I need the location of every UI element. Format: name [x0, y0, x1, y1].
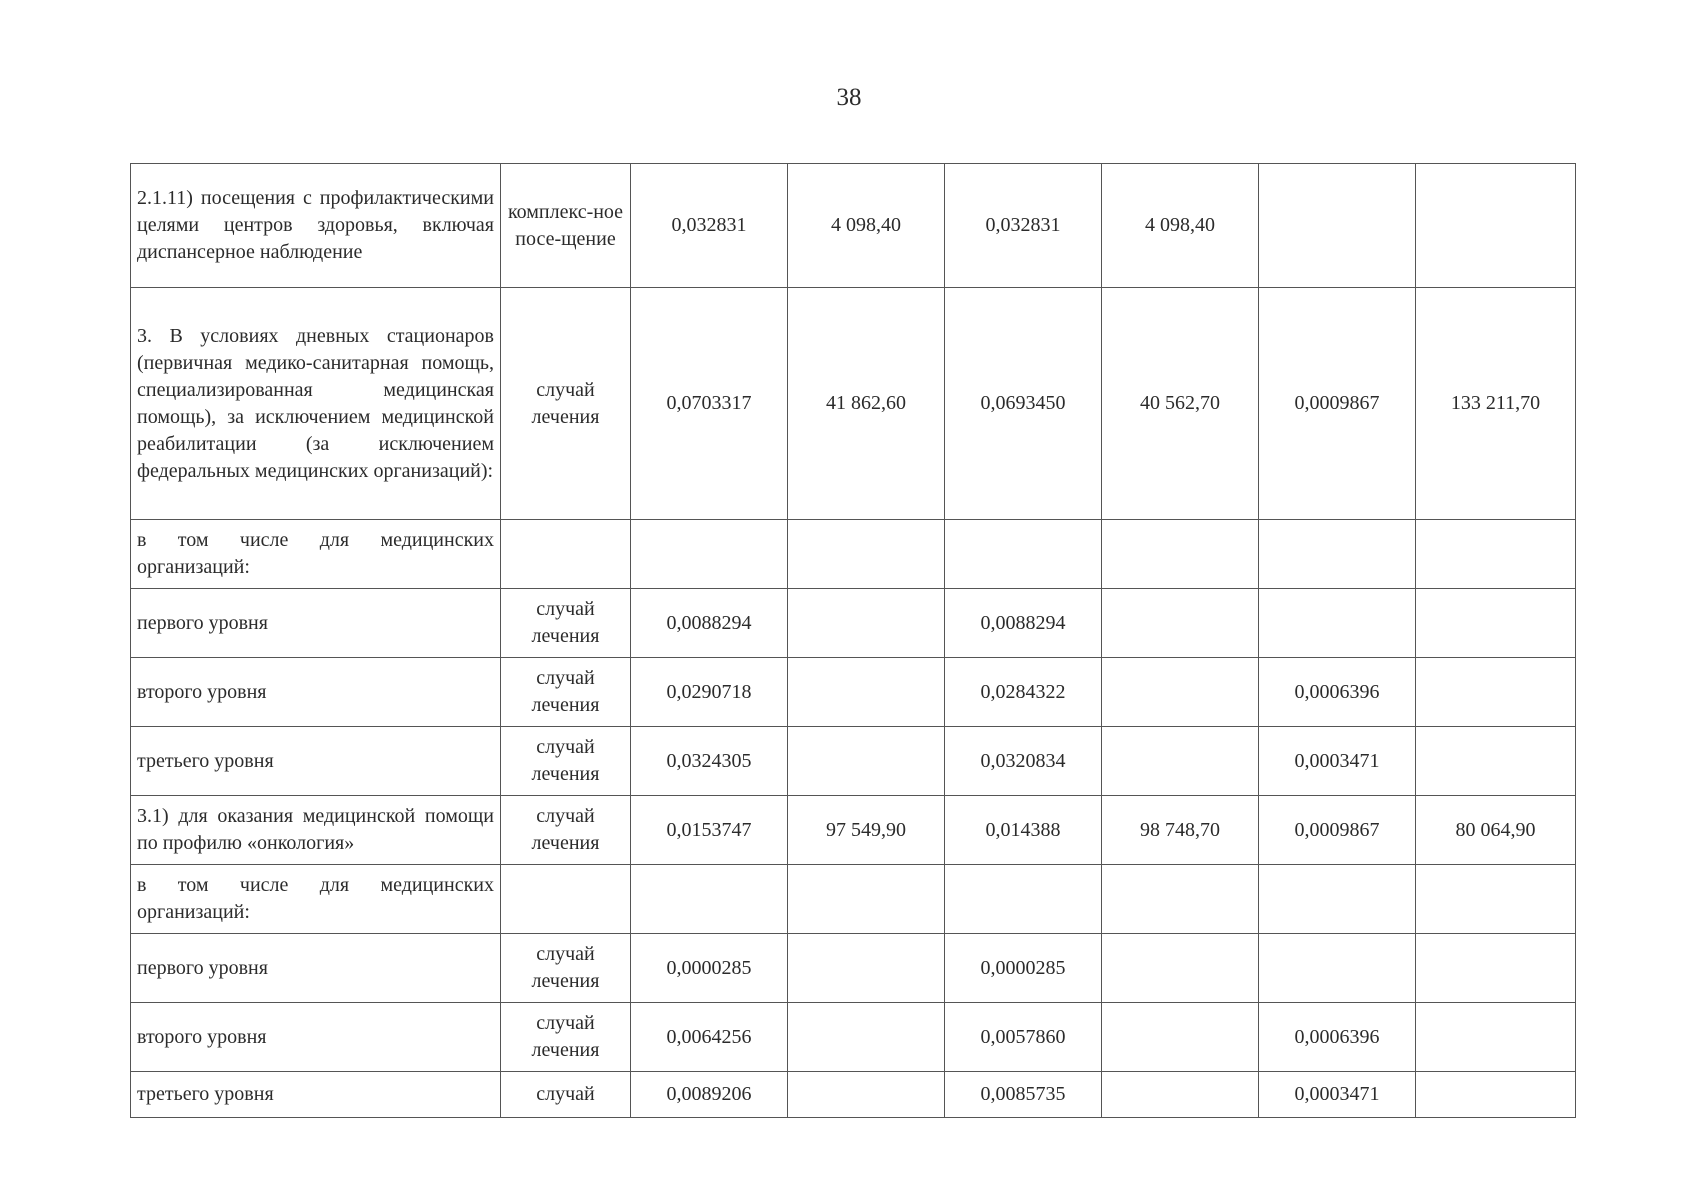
row-value-1	[631, 520, 788, 589]
table-row	[131, 1003, 1576, 1072]
table-row	[131, 865, 1576, 934]
row-value-1	[631, 865, 788, 934]
row-value-2: 97 549,90	[788, 796, 945, 865]
row-unit: случай лечения	[501, 658, 631, 727]
row-value-3: 0,0284322	[945, 658, 1102, 727]
row-value-2	[788, 727, 945, 796]
row-value-1: 0,0000285	[631, 934, 788, 1003]
row-description: первого уровня	[131, 934, 501, 1003]
row-description: в том числе для медицинских организаций:	[131, 520, 501, 589]
row-value-3: 0,0693450	[945, 288, 1102, 520]
row-value-5	[1259, 520, 1416, 589]
row-value-2	[788, 1072, 945, 1118]
row-value-2	[788, 589, 945, 658]
row-description: третьего уровня	[131, 727, 501, 796]
row-value-4	[1102, 1072, 1259, 1118]
row-value-6	[1416, 727, 1576, 796]
row-value-3: 0,0320834	[945, 727, 1102, 796]
row-value-1: 0,0088294	[631, 589, 788, 658]
row-value-4	[1102, 589, 1259, 658]
table-row	[131, 727, 1576, 796]
row-value-5	[1259, 589, 1416, 658]
row-value-6: 133 211,70	[1416, 288, 1576, 520]
row-value-5	[1259, 865, 1416, 934]
row-value-3: 0,032831	[945, 164, 1102, 288]
row-value-3: 0,0000285	[945, 934, 1102, 1003]
row-value-5: 0,0009867	[1259, 796, 1416, 865]
row-value-6	[1416, 164, 1576, 288]
row-value-2	[788, 865, 945, 934]
row-unit	[501, 520, 631, 589]
row-value-3	[945, 520, 1102, 589]
row-value-4	[1102, 520, 1259, 589]
row-unit: комплекс-ное посе-щение	[501, 164, 631, 288]
row-value-2	[788, 658, 945, 727]
row-value-5: 0,0003471	[1259, 1072, 1416, 1118]
row-value-6	[1416, 865, 1576, 934]
row-value-3: 0,014388	[945, 796, 1102, 865]
row-value-2: 4 098,40	[788, 164, 945, 288]
row-value-6	[1416, 658, 1576, 727]
row-unit: случай лечения	[501, 1003, 631, 1072]
row-unit: случай лечения	[501, 934, 631, 1003]
row-value-3: 0,0085735	[945, 1072, 1102, 1118]
row-value-6: 80 064,90	[1416, 796, 1576, 865]
table-row	[131, 288, 1576, 520]
row-value-2	[788, 934, 945, 1003]
row-value-4	[1102, 934, 1259, 1003]
table-row	[131, 796, 1576, 865]
page-number: 38	[836, 84, 862, 111]
table-row	[131, 934, 1576, 1003]
table-row	[131, 658, 1576, 727]
row-value-4: 98 748,70	[1102, 796, 1259, 865]
row-description: 2.1.11) посещения с профилактическими целями центров здоровья, включая диспансерное наблюдение	[131, 164, 501, 288]
table-row	[131, 589, 1576, 658]
table-row	[131, 1072, 1576, 1118]
row-description: третьего уровня	[131, 1072, 501, 1118]
row-description: второго уровня	[131, 658, 501, 727]
row-description: 3. В условиях дневных стационаров (первичная медико-санитарная помощь, специализированная медицинская помощь), за исключением медицинской реабилитации (за исключением федеральных медицинских организаций):	[131, 288, 501, 520]
row-value-6	[1416, 1003, 1576, 1072]
row-value-5	[1259, 164, 1416, 288]
row-unit: случай	[501, 1072, 631, 1118]
table-row	[131, 164, 1576, 288]
row-value-1: 0,032831	[631, 164, 788, 288]
row-value-5: 0,0009867	[1259, 288, 1416, 520]
row-value-2	[788, 520, 945, 589]
row-description: 3.1) для оказания медицинской помощи по профилю «онкология»	[131, 796, 501, 865]
row-value-1: 0,0089206	[631, 1072, 788, 1118]
row-value-1: 0,0324305	[631, 727, 788, 796]
row-value-4	[1102, 1003, 1259, 1072]
row-value-6	[1416, 1072, 1576, 1118]
row-value-3: 0,0088294	[945, 589, 1102, 658]
row-unit	[501, 865, 631, 934]
row-value-1: 0,0153747	[631, 796, 788, 865]
row-value-4: 40 562,70	[1102, 288, 1259, 520]
row-unit: случай лечения	[501, 589, 631, 658]
row-unit: случай лечения	[501, 727, 631, 796]
row-value-5: 0,0003471	[1259, 727, 1416, 796]
row-value-5: 0,0006396	[1259, 658, 1416, 727]
row-value-1: 0,0064256	[631, 1003, 788, 1072]
table-row	[131, 520, 1576, 589]
row-value-4	[1102, 727, 1259, 796]
row-description: второго уровня	[131, 1003, 501, 1072]
row-value-6	[1416, 520, 1576, 589]
row-value-3	[945, 865, 1102, 934]
row-description: в том числе для медицинских организаций:	[131, 865, 501, 934]
row-unit: случай лечения	[501, 288, 631, 520]
row-value-5	[1259, 934, 1416, 1003]
row-value-2	[788, 1003, 945, 1072]
row-unit: случай лечения	[501, 796, 631, 865]
row-value-4	[1102, 658, 1259, 727]
row-value-4: 4 098,40	[1102, 164, 1259, 288]
row-value-1: 0,0290718	[631, 658, 788, 727]
row-value-5: 0,0006396	[1259, 1003, 1416, 1072]
row-value-6	[1416, 589, 1576, 658]
row-value-2: 41 862,60	[788, 288, 945, 520]
row-value-6	[1416, 934, 1576, 1003]
row-description: первого уровня	[131, 589, 501, 658]
row-value-4	[1102, 865, 1259, 934]
data-table	[130, 163, 1576, 1118]
row-value-3: 0,0057860	[945, 1003, 1102, 1072]
row-value-1: 0,0703317	[631, 288, 788, 520]
